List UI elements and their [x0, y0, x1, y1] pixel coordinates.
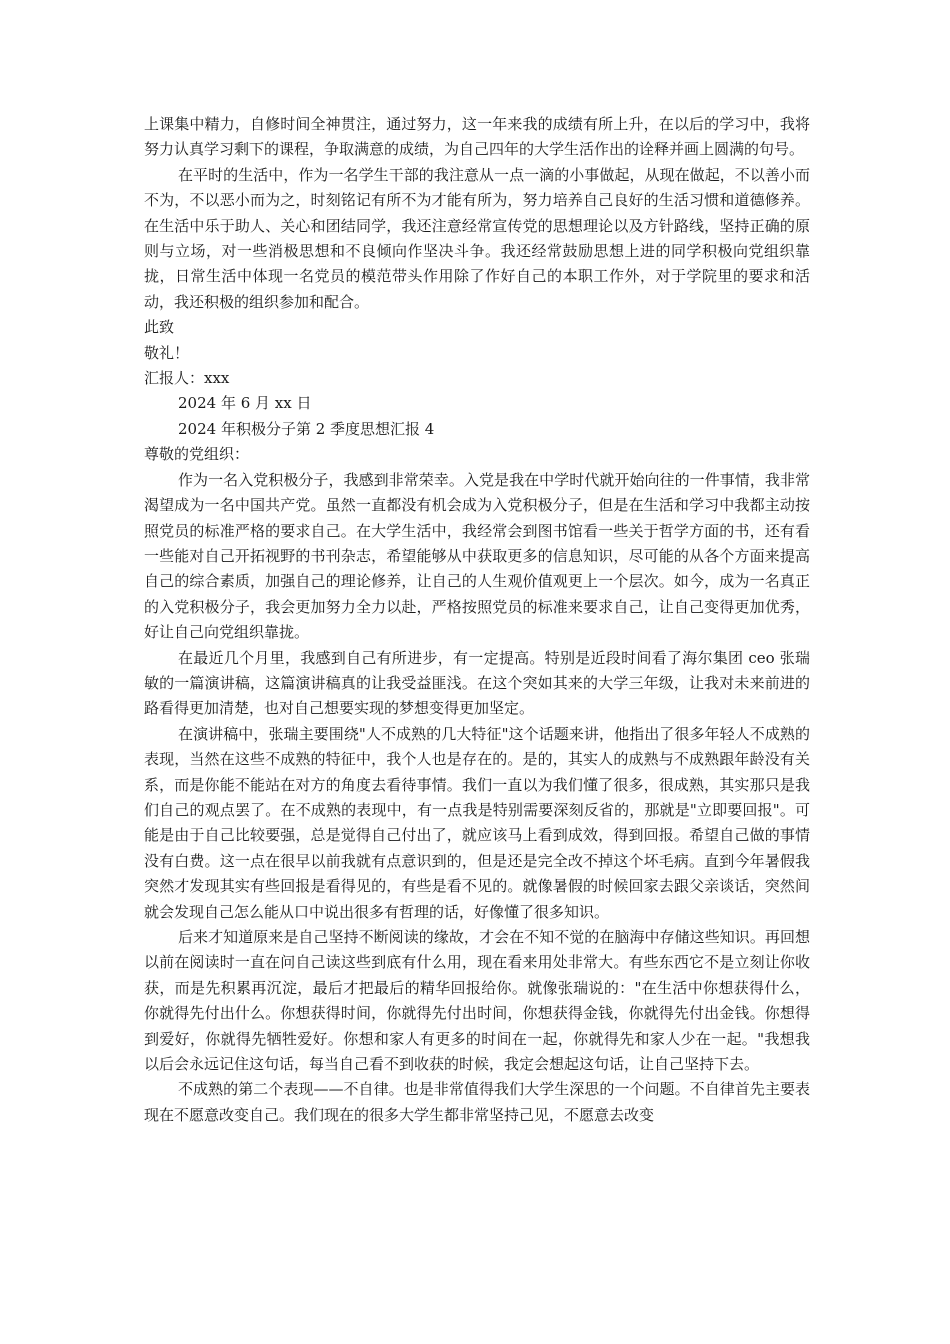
paragraph: 在演讲稿中，张瑞主要围绕"人不成熟的几大特征"这个话题来讲，他指出了很多年轻人不成熟的表现，当然在这些不成熟的特征中，我个人也是存在的。是的，其实人的成熟与不成熟跟年龄没有关系，而是你能不能站在对方的角度去看待事情。我们一直以为我们懂了很多，很成熟，其实那只是我们自己的观点罢了。在不成熟的表现中，有一点我是特别需要深刻反省的，那就是"立即要回报"。可能是由于自己比较要强，总是觉得自己付出了，就应该马上看到成效，得到回报。希望自己做的事情没有白费。这一点在很早以前我就有点意识到的，但是还是完全改不掉这个坏毛病。直到今年暑假我突然才发现其实有些回报是看得见的，有些是看不见的。就像暑假的时候回家去跟父亲谈话，突然间就会发现自己怎么能从口中说出很多有哲理的话，好像懂了很多知识。 — [144, 724, 810, 921]
section-title: 2024 年积极分子第 2 季度思想汇报 4 — [178, 419, 435, 438]
report-date: 2024 年 6 月 xx 日 — [178, 394, 312, 413]
paragraph: 在最近几个月里，我感到自己有所进步，有一定提高。特别是近段时间看了海尔集团 ceo 张瑞敏的一篇演讲稿，这篇演讲稿真的让我受益匪浅。在这个突如其来的大学三年级，让我对未来前进的路看得更加清楚，也对自己想要实现的梦想变得更加坚定。 — [144, 648, 810, 718]
closing-line: 此致 — [144, 318, 175, 337]
document-body — [144, 112, 810, 1128]
greeting-line: 尊敬的党组织： — [144, 445, 250, 464]
reporter-line: 汇报人：xxx — [144, 369, 230, 388]
salutation-line: 敬礼！ — [144, 343, 190, 362]
paragraph: 作为一名入党积极分子，我感到非常荣幸。入党是我在中学时代就开始向往的一件事情，我非常渴望成为一名中国共产党。虽然一直都没有机会成为入党积极分子，但是在生活和学习中我都主动按照党员的标准严格的要求自己。在大学生活中，我经常会到图书馆看一些关于哲学方面的书，还有看一些能对自己开拓视野的书刊杂志，希望能够从中获取更多的信息知识，尽可能的从各个方面来提高自己的综合素质，加强自己的理论修养，让自己的人生观价值观更上一个层次。如今，成为一名真正的入党积极分子，我会更加努力全力以赴，严格按照党员的标准来要求自己，让自己变得更加优秀，好让自己向党组织靠拢。 — [144, 470, 810, 642]
paragraph: 上课集中精力，自修时间全神贯注，通过努力，这一年来我的成绩有所上升，在以后的学习中，我将努力认真学习剩下的课程，争取满意的成绩，为自己四年的大学生活作出的诠释并画上圆满的句号。 — [144, 115, 810, 159]
paragraph: 在平时的生活中，作为一名学生干部的我注意从一点一滴的小事做起，从现在做起，不以善小而不为，不以恶小而为之，时刻铭记有所不为才能有所为，努力培养自己良好的生活习惯和道德修养。在生活中乐于助人、关心和团结同学，我还注意经常宣传党的思想理论以及方针路线，坚持正确的原则与立场，对一些消极思想和不良倾向作坚决斗争。我还经常鼓励思想上进的同学积极向党组织靠拢，日常生活中体现一名党员的模范带头作用除了作好自己的本职工作外，对于学院里的要求和活动，我还积极的组织参加和配合。 — [144, 165, 810, 311]
paragraph: 后来才知道原来是自己坚持不断阅读的缘故，才会在不知不觉的在脑海中存储这些知识。再回想以前在阅读时一直在问自己读这些到底有什么用，现在看来用处非常大。有些东西它不是立刻让你收获，而是先积累再沉淀，最后才把最后的精华回报给你。就像张瑞说的："在生活中你想获得什么，你就得先付出什么。你想获得时间，你就得先付出时间，你想获得金钱，你就得先付出金钱。你想得到爱好，你就得先牺牲爱好。你想和家人有更多的时间在一起，你就得先和家人少在一起。"我想我以后会永远记住这句话，每当自己看不到收获的时候，我定会想起这句话，让自己坚持下去。 — [144, 928, 810, 1074]
paragraph: 不成熟的第二个表现——不自律。也是非常值得我们大学生深思的一个问题。不自律首先主要表现在不愿意改变自己。我们现在的很多大学生都非常坚持己见，不愿意去改变 — [144, 1080, 810, 1124]
